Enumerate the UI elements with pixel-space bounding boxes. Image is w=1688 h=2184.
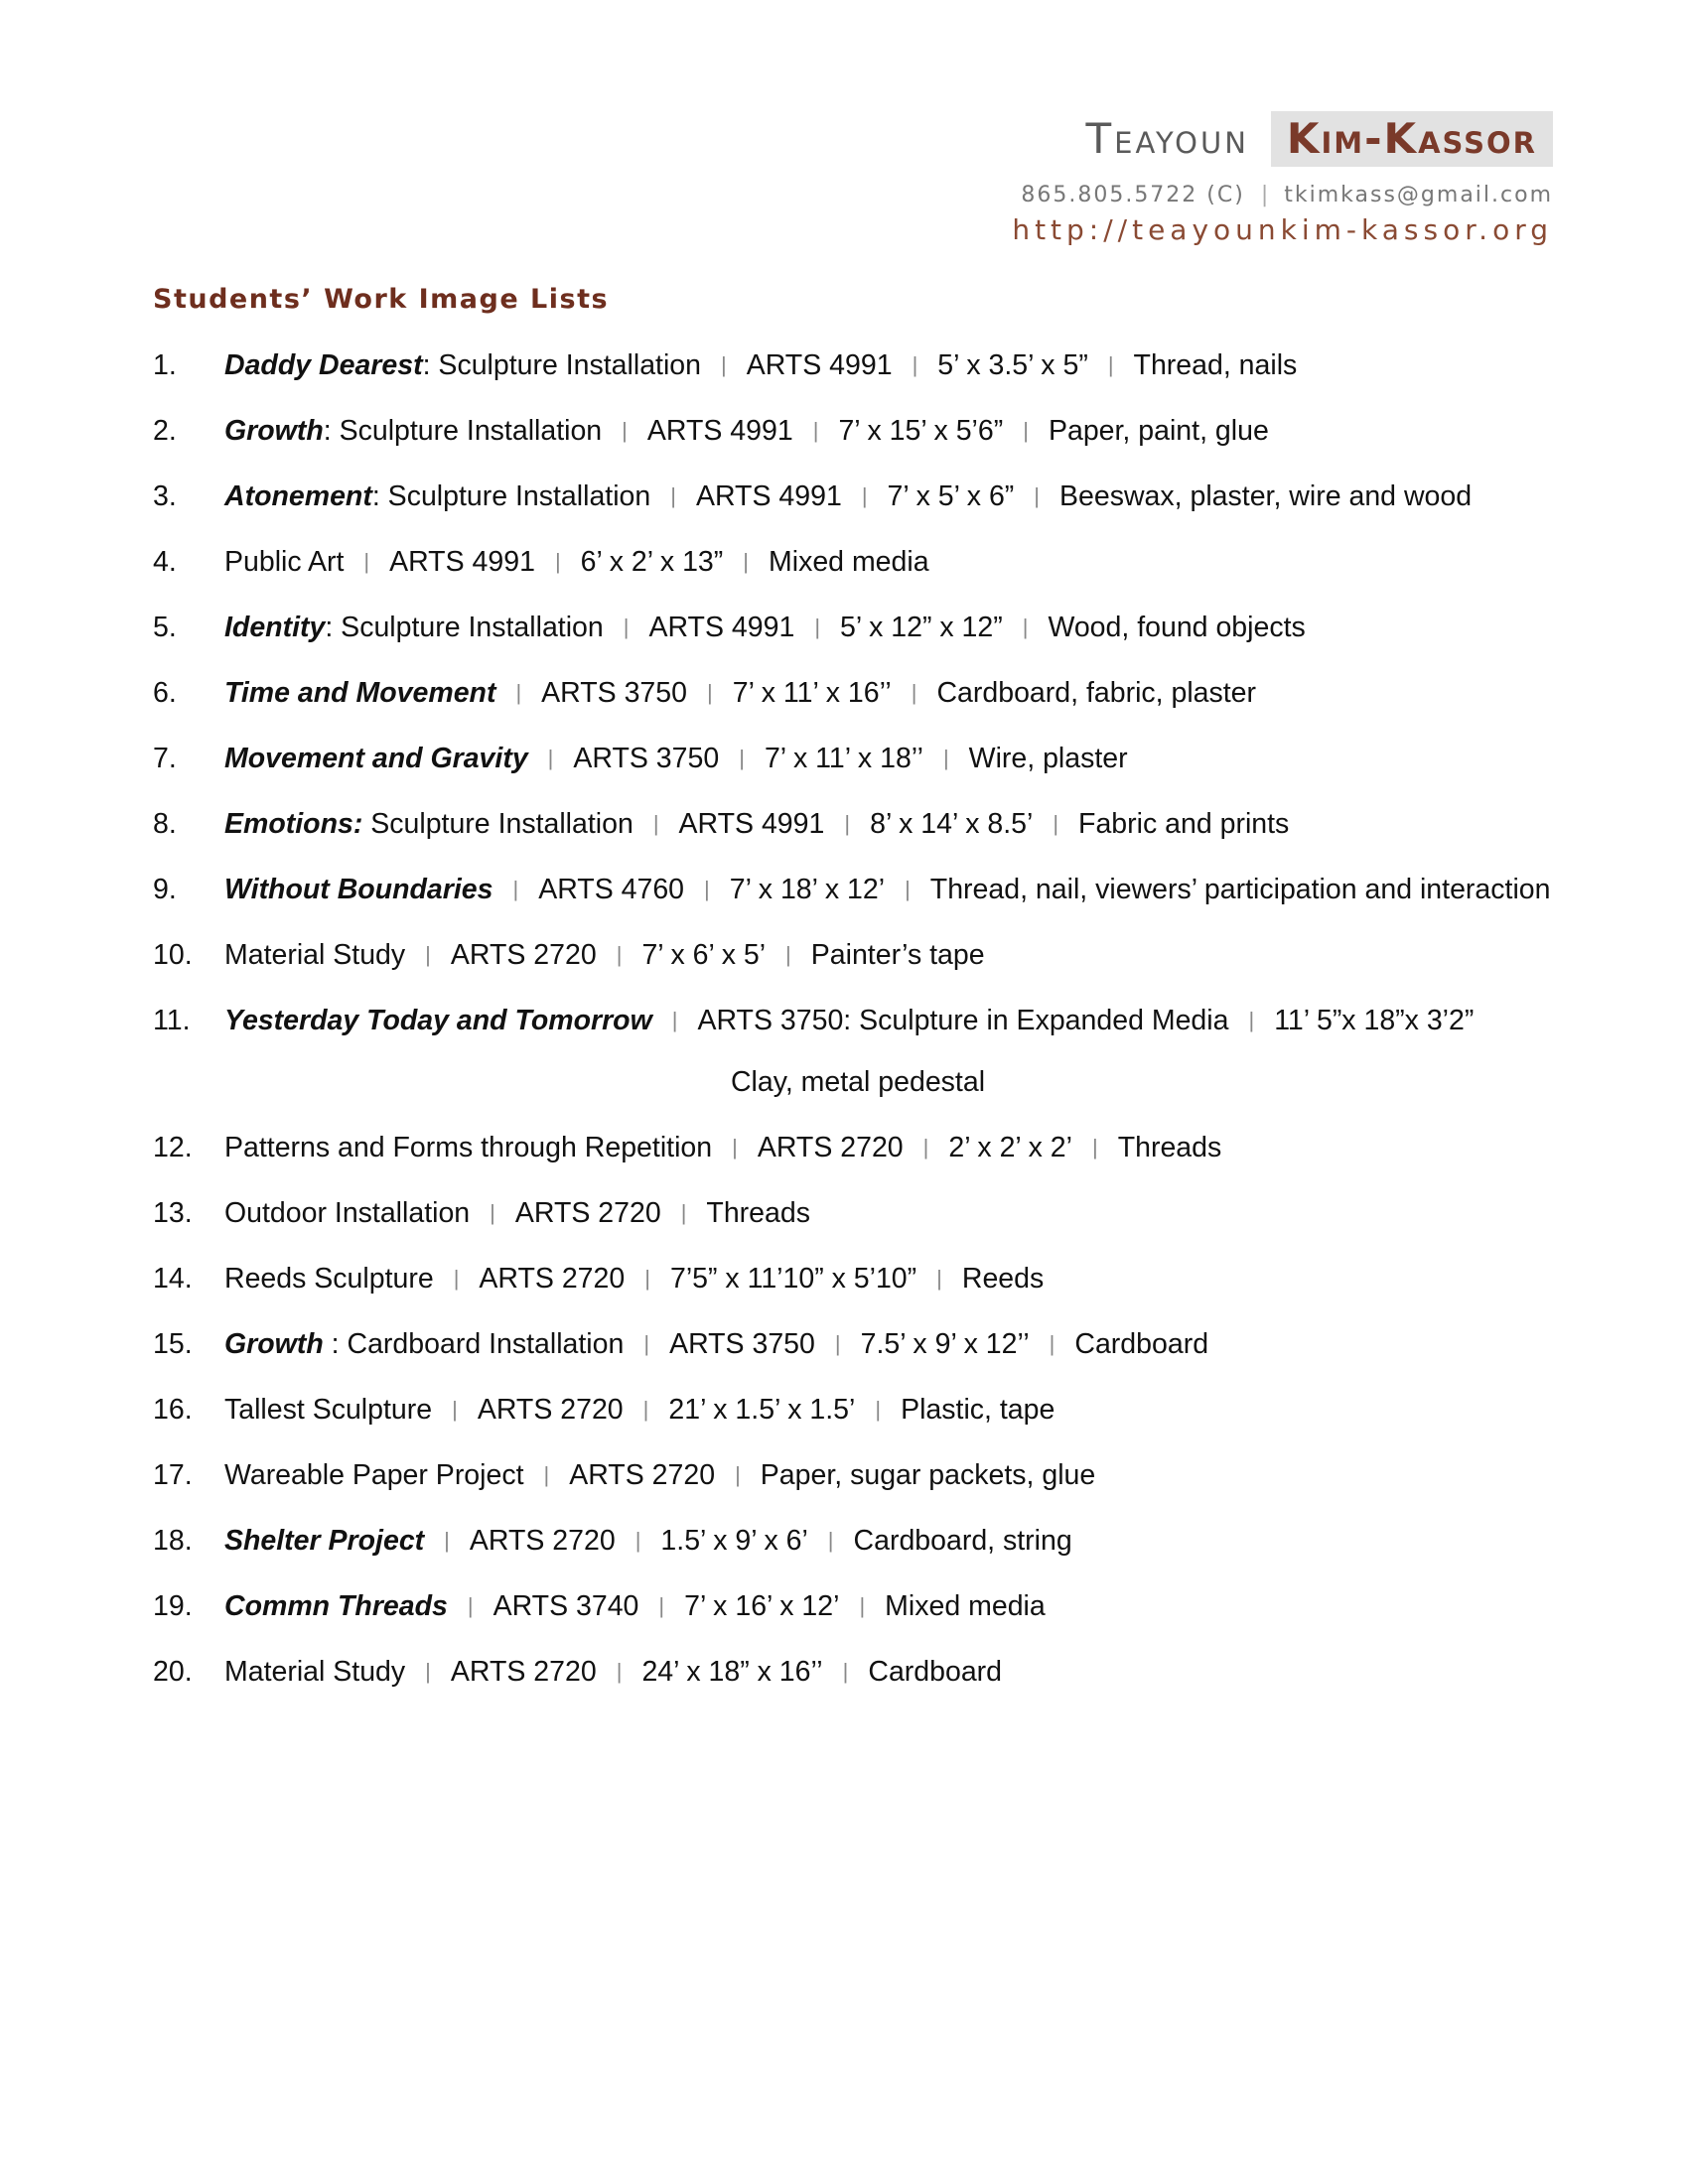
work-field: ARTS 4991 bbox=[389, 546, 535, 578]
field-separator: | bbox=[652, 811, 659, 836]
item-details bbox=[224, 608, 1563, 649]
work-field: ARTS 2720 bbox=[569, 1459, 716, 1491]
field-separator: | bbox=[453, 1266, 460, 1291]
field-separator: | bbox=[642, 1397, 649, 1422]
field-separator: | bbox=[680, 1200, 687, 1225]
field-separator: | bbox=[834, 1331, 841, 1356]
work-field: ARTS 4991 bbox=[648, 612, 795, 643]
field-separator: | bbox=[912, 352, 918, 377]
work-title: Yesterday Today and Tomorrow bbox=[224, 1005, 652, 1036]
field-separator: | bbox=[1049, 1331, 1055, 1356]
field-separator: | bbox=[425, 942, 431, 967]
field-separator: | bbox=[735, 1462, 741, 1487]
work-field: Wire, plaster bbox=[968, 743, 1128, 774]
item-number: 14. bbox=[153, 1263, 193, 1295]
work-field: ARTS 4991 bbox=[746, 349, 893, 381]
work-field: 7’ x 11’ x 18’’ bbox=[764, 743, 923, 774]
work-field: ARTS 3750 bbox=[669, 1328, 815, 1360]
field-separator: | bbox=[814, 614, 821, 639]
field-separator: | bbox=[670, 483, 676, 508]
work-field: 7’5” x 11’10” x 5’10” bbox=[669, 1263, 917, 1295]
work-field: ARTS 4991 bbox=[646, 415, 793, 447]
work-field: 21’ x 1.5’ x 1.5’ bbox=[668, 1394, 856, 1426]
item-continuation: Clay, metal pedestal bbox=[730, 1066, 986, 1098]
work-field: Painter’s tape bbox=[810, 939, 985, 971]
work-field: ARTS 3750 bbox=[541, 677, 687, 709]
field-separator: | bbox=[644, 1266, 650, 1291]
work-field: 7’ x 6’ x 5’ bbox=[641, 939, 767, 971]
list-item bbox=[153, 870, 1563, 935]
work-field: Fabric and prints bbox=[1078, 808, 1290, 840]
item-number: 3. bbox=[153, 480, 177, 512]
work-field: Threads bbox=[1117, 1132, 1222, 1163]
work-description: : Sculpture Installation bbox=[323, 415, 603, 447]
item-details bbox=[224, 1521, 1563, 1563]
field-separator: | bbox=[859, 1593, 866, 1618]
work-title: Movement and Gravity bbox=[224, 743, 528, 774]
field-separator: | bbox=[827, 1528, 834, 1553]
contact-row bbox=[858, 183, 1553, 207]
list-item bbox=[153, 1521, 1563, 1586]
field-separator: | bbox=[515, 680, 522, 705]
field-separator: | bbox=[922, 1135, 929, 1160]
list-item bbox=[153, 804, 1563, 870]
field-separator: | bbox=[1053, 811, 1059, 836]
list-item bbox=[153, 542, 1563, 608]
work-description: : Sculpture Installation bbox=[422, 349, 702, 381]
item-details bbox=[224, 1193, 1563, 1235]
work-title: Atonement bbox=[224, 480, 372, 512]
work-field: ARTS 4760 bbox=[538, 874, 685, 905]
list-item bbox=[153, 1193, 1563, 1259]
field-separator: | bbox=[616, 942, 623, 967]
work-description: Material Study bbox=[224, 939, 406, 971]
item-number: 10. bbox=[153, 939, 193, 971]
work-field: Plastic, tape bbox=[901, 1394, 1055, 1426]
work-field: ARTS 2720 bbox=[450, 939, 597, 971]
field-separator: | bbox=[512, 877, 519, 901]
item-number: 18. bbox=[153, 1525, 193, 1557]
field-separator: | bbox=[616, 1659, 623, 1684]
work-title: Identity bbox=[224, 612, 326, 643]
field-separator: | bbox=[1034, 483, 1041, 508]
work-field: 7’ x 18’ x 12’ bbox=[729, 874, 886, 905]
email-address: tkimkass@gmail.com bbox=[1284, 183, 1553, 207]
work-title: Growth bbox=[224, 1328, 324, 1360]
item-details bbox=[224, 870, 1563, 911]
field-separator: | bbox=[671, 1008, 678, 1032]
work-field: ARTS 2720 bbox=[757, 1132, 904, 1163]
list-item bbox=[153, 1001, 1563, 1062]
last-name: Kim-Kassor bbox=[1271, 111, 1553, 167]
work-description: Material Study bbox=[224, 1656, 406, 1688]
item-details bbox=[224, 1455, 1563, 1497]
item-details bbox=[224, 1586, 1563, 1628]
field-separator: | bbox=[643, 1331, 650, 1356]
item-details bbox=[224, 673, 1563, 715]
list-item bbox=[153, 739, 1563, 804]
field-separator: | bbox=[1091, 1135, 1098, 1160]
work-title: Commn Threads bbox=[224, 1590, 448, 1622]
item-details bbox=[224, 804, 1563, 846]
field-separator: | bbox=[444, 1528, 450, 1553]
item-number: 11. bbox=[153, 1005, 191, 1036]
work-field: ARTS 4991 bbox=[678, 808, 825, 840]
field-separator: | bbox=[425, 1659, 431, 1684]
work-field: Cardboard, string bbox=[853, 1525, 1072, 1557]
item-details bbox=[224, 1128, 1563, 1169]
list-item bbox=[153, 477, 1563, 542]
work-field: Wood, found objects bbox=[1048, 612, 1306, 643]
work-description: Outdoor Installation bbox=[224, 1197, 471, 1229]
work-field: 24’ x 18” x 16’’ bbox=[641, 1656, 823, 1688]
work-field: 7’ x 15’ x 5’6” bbox=[838, 415, 1004, 447]
work-field: ARTS 2720 bbox=[514, 1197, 661, 1229]
work-image-list bbox=[153, 345, 1563, 1717]
work-title: Emotions: bbox=[224, 808, 363, 840]
phone-number: 865.805.5722 (C) bbox=[1021, 183, 1245, 207]
work-description: Wareable Paper Project bbox=[224, 1459, 524, 1491]
work-description: : Sculpture Installation bbox=[325, 612, 604, 643]
item-number: 2. bbox=[153, 415, 177, 447]
field-separator: | bbox=[363, 549, 370, 574]
field-separator: | bbox=[1023, 418, 1029, 443]
list-item bbox=[153, 1586, 1563, 1652]
field-separator: | bbox=[622, 418, 628, 443]
work-field: Cardboard bbox=[1074, 1328, 1209, 1360]
field-separator: | bbox=[623, 614, 630, 639]
field-separator: | bbox=[658, 1593, 665, 1618]
field-separator: | bbox=[936, 1266, 942, 1291]
work-field: ARTS 2720 bbox=[479, 1263, 626, 1295]
field-separator: | bbox=[812, 418, 819, 443]
name-row bbox=[858, 111, 1553, 167]
list-item bbox=[153, 1455, 1563, 1521]
field-separator: | bbox=[942, 746, 949, 770]
work-field: Paper, paint, glue bbox=[1048, 415, 1269, 447]
field-separator: | bbox=[739, 746, 745, 770]
list-item bbox=[153, 1259, 1563, 1324]
work-field: 11’ 5”x 18”x 3’2” bbox=[1274, 1005, 1475, 1036]
field-separator: | bbox=[1107, 352, 1114, 377]
item-number: 8. bbox=[153, 808, 177, 840]
field-separator: | bbox=[1248, 1008, 1255, 1032]
work-field: 7’ x 5’ x 6” bbox=[887, 480, 1015, 512]
work-description: Tallest Sculpture bbox=[224, 1394, 433, 1426]
work-description: Sculpture Installation bbox=[362, 808, 633, 840]
item-details bbox=[224, 1001, 1563, 1042]
item-number: 12. bbox=[153, 1132, 193, 1163]
work-field: Thread, nails bbox=[1133, 349, 1298, 381]
item-details bbox=[224, 1652, 1563, 1694]
work-title: Without Boundaries bbox=[224, 874, 493, 905]
field-separator: | bbox=[704, 877, 710, 901]
field-separator: | bbox=[905, 877, 911, 901]
list-item bbox=[153, 1128, 1563, 1193]
work-title: Shelter Project bbox=[224, 1525, 425, 1557]
work-field: 7’ x 11’ x 16’’ bbox=[732, 677, 892, 709]
work-description: Reeds Sculpture bbox=[224, 1263, 434, 1295]
field-separator: | bbox=[875, 1397, 882, 1422]
work-field: ARTS 4991 bbox=[695, 480, 842, 512]
work-field: ARTS 2720 bbox=[450, 1656, 597, 1688]
item-details bbox=[224, 739, 1563, 780]
field-separator: | bbox=[554, 549, 561, 574]
list-item bbox=[153, 411, 1563, 477]
work-field: ARTS 2720 bbox=[469, 1525, 616, 1557]
work-field: ARTS 3750: Sculpture in Expanded Media bbox=[697, 1005, 1229, 1036]
item-number: 1. bbox=[153, 349, 177, 381]
item-number: 20. bbox=[153, 1656, 193, 1688]
item-number: 19. bbox=[153, 1590, 193, 1622]
field-separator: | bbox=[467, 1593, 474, 1618]
item-number: 9. bbox=[153, 874, 177, 905]
work-field: 7.5’ x 9’ x 12’’ bbox=[860, 1328, 1030, 1360]
work-field: Mixed media bbox=[885, 1590, 1046, 1622]
item-number: 16. bbox=[153, 1394, 193, 1426]
list-item bbox=[153, 1652, 1563, 1717]
work-field: 5’ x 12” x 12” bbox=[840, 612, 1003, 643]
item-number: 5. bbox=[153, 612, 177, 643]
field-separator: | bbox=[634, 1528, 641, 1553]
first-name: Teayoun bbox=[1085, 114, 1249, 163]
work-description: : Sculpture Installation bbox=[371, 480, 651, 512]
list-item bbox=[153, 1324, 1563, 1390]
field-separator: | bbox=[732, 1135, 738, 1160]
item-number: 7. bbox=[153, 743, 177, 774]
work-field: Cardboard, fabric, plaster bbox=[936, 677, 1257, 709]
field-separator: | bbox=[844, 811, 851, 836]
item-details bbox=[224, 1390, 1563, 1432]
item-details bbox=[224, 1259, 1563, 1300]
item-number: 13. bbox=[153, 1197, 193, 1229]
work-field: 7’ x 16’ x 12’ bbox=[684, 1590, 840, 1622]
work-title: Time and Movement bbox=[224, 677, 496, 709]
work-field: Cardboard bbox=[868, 1656, 1003, 1688]
work-field: 1.5’ x 9’ x 6’ bbox=[660, 1525, 808, 1557]
work-field: Beeswax, plaster, wire and wood bbox=[1059, 480, 1473, 512]
work-description: : Cardboard Installation bbox=[323, 1328, 625, 1360]
work-field: Thread, nail, viewers’ participation and interaction bbox=[929, 874, 1551, 905]
website-url[interactable]: http://teayounkim-kassor.org bbox=[1012, 213, 1553, 246]
field-separator: | bbox=[490, 1200, 495, 1225]
list-item bbox=[153, 1390, 1563, 1455]
item-details bbox=[224, 935, 1563, 977]
work-field: Reeds bbox=[961, 1263, 1045, 1295]
section-title: Students’ Work Image Lists bbox=[153, 284, 610, 315]
field-separator: | bbox=[547, 746, 554, 770]
list-item bbox=[153, 345, 1563, 411]
field-separator: | bbox=[861, 483, 868, 508]
list-item bbox=[153, 935, 1563, 1001]
work-description: Public Art bbox=[224, 546, 345, 578]
field-separator: | bbox=[911, 680, 917, 705]
work-field: Paper, sugar packets, glue bbox=[760, 1459, 1096, 1491]
field-separator: | bbox=[707, 680, 713, 705]
work-field: 5’ x 3.5’ x 5” bbox=[937, 349, 1088, 381]
item-number: 4. bbox=[153, 546, 177, 578]
field-separator: | bbox=[842, 1659, 849, 1684]
item-number: 6. bbox=[153, 677, 177, 709]
work-field: 8’ x 14’ x 8.5’ bbox=[870, 808, 1034, 840]
item-number: 15. bbox=[153, 1328, 193, 1360]
item-details bbox=[224, 411, 1563, 453]
item-details bbox=[224, 542, 1563, 584]
work-field: ARTS 3750 bbox=[573, 743, 720, 774]
work-field: Mixed media bbox=[769, 546, 929, 578]
field-separator: | bbox=[785, 942, 791, 967]
work-description: Patterns and Forms through Repetition bbox=[224, 1132, 713, 1163]
item-details bbox=[224, 1324, 1563, 1366]
field-separator: | bbox=[743, 549, 749, 574]
item-details bbox=[224, 477, 1563, 518]
field-separator: | bbox=[721, 352, 727, 377]
work-title: Daddy Dearest bbox=[224, 349, 423, 381]
contact-separator: | bbox=[1260, 183, 1269, 207]
work-field: ARTS 3740 bbox=[492, 1590, 639, 1622]
resume-header bbox=[858, 111, 1553, 246]
item-details bbox=[224, 345, 1563, 387]
item-number: 17. bbox=[153, 1459, 193, 1491]
list-item bbox=[153, 608, 1563, 673]
field-separator: | bbox=[543, 1462, 550, 1487]
work-field: Threads bbox=[706, 1197, 810, 1229]
work-field: ARTS 2720 bbox=[477, 1394, 624, 1426]
field-separator: | bbox=[1022, 614, 1029, 639]
work-title: Growth bbox=[224, 415, 324, 447]
field-separator: | bbox=[452, 1397, 458, 1422]
work-field: 6’ x 2’ x 13” bbox=[580, 546, 724, 578]
list-item bbox=[153, 673, 1563, 739]
work-field: 2’ x 2’ x 2’ bbox=[948, 1132, 1072, 1163]
